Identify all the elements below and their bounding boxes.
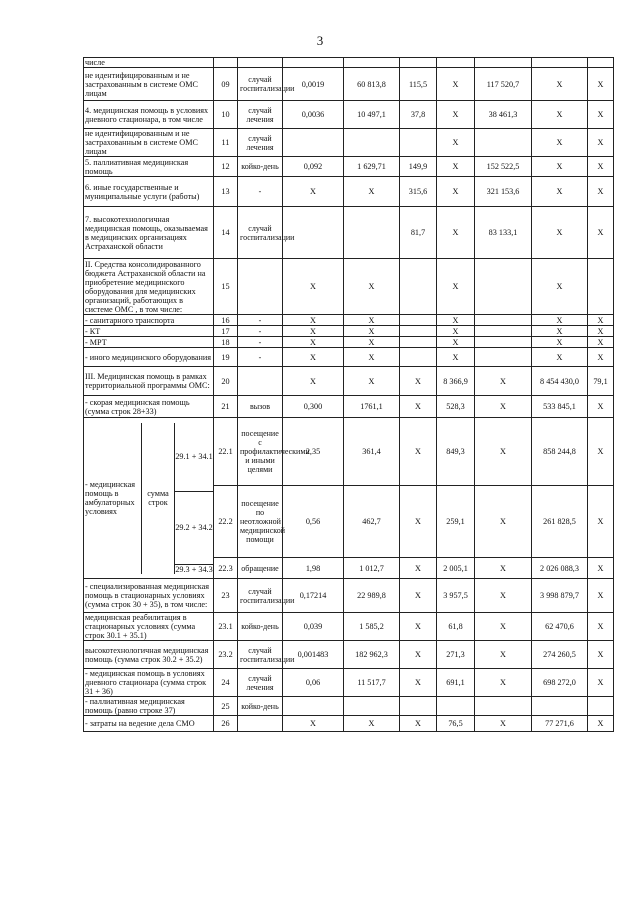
line-cell: 22.2 bbox=[214, 486, 238, 558]
value-cell bbox=[400, 348, 437, 367]
line-cell: 19 bbox=[214, 348, 238, 367]
table-row bbox=[84, 326, 614, 337]
value-cell: Х bbox=[532, 315, 588, 326]
value-cell bbox=[344, 129, 400, 157]
value-cell: Х bbox=[588, 558, 614, 579]
value-cell: Х bbox=[283, 337, 344, 348]
table-row bbox=[84, 716, 614, 732]
value-cell: Х bbox=[532, 157, 588, 177]
value-cell bbox=[283, 58, 344, 68]
value-cell: Х bbox=[475, 396, 532, 418]
value-cell: 0,001483 bbox=[283, 641, 344, 669]
value-cell: 149,9 bbox=[400, 157, 437, 177]
value-cell: 2,35 bbox=[283, 418, 344, 486]
table-row bbox=[84, 58, 614, 68]
value-cell: Х bbox=[437, 101, 475, 129]
value-cell: Х bbox=[283, 367, 344, 396]
unit-cell: случай госпитализации bbox=[238, 579, 283, 613]
value-cell: 1761,1 bbox=[344, 396, 400, 418]
value-cell: Х bbox=[283, 315, 344, 326]
value-cell: 1 629,71 bbox=[344, 157, 400, 177]
unit-cell: - bbox=[238, 337, 283, 348]
value-cell: Х bbox=[475, 716, 532, 732]
line-cell: 22.1 bbox=[214, 418, 238, 486]
value-cell: Х bbox=[437, 207, 475, 259]
value-cell: Х bbox=[283, 716, 344, 732]
unit-cell bbox=[238, 716, 283, 732]
row-name-cell: медицинская реабилитация в стационарных условиях (сумма строк 30.1 + 35.1) bbox=[84, 613, 214, 641]
unit-cell bbox=[238, 259, 283, 315]
row-name-cell: числе bbox=[84, 58, 214, 68]
line-cell: 23.1 bbox=[214, 613, 238, 641]
ambulatory-section bbox=[84, 418, 614, 579]
unit-cell: - bbox=[238, 315, 283, 326]
table-row bbox=[84, 337, 614, 348]
value-cell: Х bbox=[588, 315, 614, 326]
value-cell: Х bbox=[588, 579, 614, 613]
row-name-cell: 5. паллиативная медицинская помощь bbox=[84, 157, 214, 177]
value-cell: Х bbox=[475, 669, 532, 697]
value-cell: Х bbox=[532, 207, 588, 259]
table-row bbox=[84, 129, 614, 157]
value-cell: 79,1 bbox=[588, 367, 614, 396]
table-row bbox=[84, 641, 614, 669]
value-cell: Х bbox=[475, 579, 532, 613]
table-body-bottom bbox=[84, 579, 614, 732]
value-cell: Х bbox=[344, 177, 400, 207]
value-cell: 182 962,3 bbox=[344, 641, 400, 669]
value-cell: Х bbox=[283, 348, 344, 367]
value-cell: Х bbox=[588, 207, 614, 259]
row-name-cell: не идентифицированным и не застрахованным в системе ОМС лицам bbox=[84, 129, 214, 157]
value-cell: Х bbox=[400, 669, 437, 697]
unit-cell: койко-день bbox=[238, 613, 283, 641]
line-cell: 25 bbox=[214, 697, 238, 716]
value-cell: 3 957,5 bbox=[437, 579, 475, 613]
unit-cell: - bbox=[238, 177, 283, 207]
value-cell: Х bbox=[283, 326, 344, 337]
value-cell bbox=[532, 697, 588, 716]
table-row bbox=[84, 669, 614, 697]
value-cell bbox=[475, 348, 532, 367]
unit-cell: случай лечения bbox=[238, 129, 283, 157]
value-cell: 315,6 bbox=[400, 177, 437, 207]
value-cell: 274 260,5 bbox=[532, 641, 588, 669]
value-cell: 0,0036 bbox=[283, 101, 344, 129]
value-cell: Х bbox=[588, 326, 614, 337]
value-cell: 2 005,1 bbox=[437, 558, 475, 579]
value-cell: 691,1 bbox=[437, 669, 475, 697]
value-cell: Х bbox=[588, 348, 614, 367]
value-cell: Х bbox=[437, 315, 475, 326]
value-cell: 8 454 430,0 bbox=[532, 367, 588, 396]
value-cell: 0,56 bbox=[283, 486, 344, 558]
table-row bbox=[84, 259, 614, 315]
line-cell bbox=[214, 58, 238, 68]
row-name-cell: 7. высокотехнологичная медицинская помощь, оказываемая в медицинских организациях Астраханской области bbox=[84, 207, 214, 259]
value-cell: 38 461,3 bbox=[475, 101, 532, 129]
value-cell: 62 470,6 bbox=[532, 613, 588, 641]
unit-cell: посещение по неотложной медицинской помощи bbox=[238, 486, 283, 558]
value-cell bbox=[344, 207, 400, 259]
table-row bbox=[84, 101, 614, 129]
value-cell: 1 012,7 bbox=[344, 558, 400, 579]
row-name-cell: не идентифицированным и не застрахованным в системе ОМС лицам bbox=[84, 68, 214, 101]
unit-cell: случай госпитализации bbox=[238, 68, 283, 101]
value-cell: Х bbox=[588, 157, 614, 177]
ambulatory-name: - медицинская помощь в амбулаторных условиях bbox=[85, 480, 136, 516]
value-cell: Х bbox=[400, 613, 437, 641]
value-cell: Х bbox=[400, 579, 437, 613]
row-name-cell: - скорая медицинская помощь (сумма строк 28+33) bbox=[84, 396, 214, 418]
line-cell: 23.2 bbox=[214, 641, 238, 669]
row-name-cell: - медицинская помощь в условиях дневного стационара (сумма строк 31 + 36) bbox=[84, 669, 214, 697]
unit-cell: койко-день bbox=[238, 697, 283, 716]
value-cell: Х bbox=[532, 68, 588, 101]
value-cell bbox=[475, 129, 532, 157]
value-cell: Х bbox=[475, 641, 532, 669]
value-cell bbox=[475, 259, 532, 315]
value-cell: Х bbox=[588, 68, 614, 101]
value-cell: Х bbox=[588, 396, 614, 418]
row-name-cell: - санитарного транспорта bbox=[84, 315, 214, 326]
value-cell bbox=[344, 697, 400, 716]
value-cell bbox=[475, 58, 532, 68]
value-cell: 76,5 bbox=[437, 716, 475, 732]
value-cell: Х bbox=[532, 129, 588, 157]
row-name-cell: - паллиативная медицинская помощь (равно строке 37) bbox=[84, 697, 214, 716]
value-cell bbox=[283, 129, 344, 157]
value-cell bbox=[475, 326, 532, 337]
row-name-cell: III. Медицинская помощь в рамках территориальной программы ОМС: bbox=[84, 367, 214, 396]
value-cell: 462,7 bbox=[344, 486, 400, 558]
value-cell: 0,0019 bbox=[283, 68, 344, 101]
value-cell bbox=[400, 326, 437, 337]
value-cell: 261 828,5 bbox=[532, 486, 588, 558]
value-cell: Х bbox=[475, 367, 532, 396]
value-cell: Х bbox=[588, 669, 614, 697]
unit-cell: койко-день bbox=[238, 157, 283, 177]
unit-cell: случай госпитализации bbox=[238, 207, 283, 259]
value-cell bbox=[400, 259, 437, 315]
value-cell: 117 520,7 bbox=[475, 68, 532, 101]
value-cell: Х bbox=[344, 337, 400, 348]
value-cell: Х bbox=[475, 486, 532, 558]
value-cell bbox=[588, 697, 614, 716]
value-cell: Х bbox=[532, 101, 588, 129]
value-cell: 83 133,1 bbox=[475, 207, 532, 259]
value-cell: Х bbox=[588, 101, 614, 129]
line-cell: 15 bbox=[214, 259, 238, 315]
budget-table bbox=[83, 57, 614, 732]
value-cell: Х bbox=[344, 367, 400, 396]
value-cell bbox=[400, 315, 437, 326]
ambulatory-refs-2: 29.3 + 34.3 bbox=[175, 564, 213, 574]
row-name-cell: - затраты на ведение дела СМО bbox=[84, 716, 214, 732]
line-cell: 12 bbox=[214, 157, 238, 177]
value-cell: Х bbox=[437, 129, 475, 157]
value-cell: 0,092 bbox=[283, 157, 344, 177]
value-cell: Х bbox=[475, 558, 532, 579]
value-cell: 0,039 bbox=[283, 613, 344, 641]
value-cell: Х bbox=[344, 259, 400, 315]
value-cell: 321 153,6 bbox=[475, 177, 532, 207]
value-cell: Х bbox=[437, 68, 475, 101]
value-cell: Х bbox=[437, 326, 475, 337]
value-cell: Х bbox=[344, 348, 400, 367]
value-cell: Х bbox=[532, 326, 588, 337]
line-cell: 16 bbox=[214, 315, 238, 326]
value-cell: Х bbox=[400, 486, 437, 558]
unit-cell: вызов bbox=[238, 396, 283, 418]
value-cell: Х bbox=[588, 129, 614, 157]
value-cell: 2 026 088,3 bbox=[532, 558, 588, 579]
table-row bbox=[84, 157, 614, 177]
value-cell: Х bbox=[344, 716, 400, 732]
value-cell: Х bbox=[400, 641, 437, 669]
line-cell: 11 bbox=[214, 129, 238, 157]
value-cell: 858 244,8 bbox=[532, 418, 588, 486]
value-cell: 1,98 bbox=[283, 558, 344, 579]
value-cell: 361,4 bbox=[344, 418, 400, 486]
value-cell: 0,17214 bbox=[283, 579, 344, 613]
line-cell: 22.3 bbox=[214, 558, 238, 579]
value-cell: Х bbox=[588, 641, 614, 669]
line-cell: 24 bbox=[214, 669, 238, 697]
ambulatory-refs-0: 29.1 + 34.1 bbox=[175, 423, 213, 492]
value-cell: Х bbox=[475, 418, 532, 486]
row-name-cell: - МРТ bbox=[84, 337, 214, 348]
value-cell: 60 813,8 bbox=[344, 68, 400, 101]
value-cell bbox=[400, 337, 437, 348]
line-cell: 14 bbox=[214, 207, 238, 259]
value-cell: 152 522,5 bbox=[475, 157, 532, 177]
value-cell: 698 272,0 bbox=[532, 669, 588, 697]
row-name-cell: 4. медицинская помощь в условиях дневного стационара, в том числе bbox=[84, 101, 214, 129]
value-cell: 1 585,2 bbox=[344, 613, 400, 641]
table-row bbox=[84, 367, 614, 396]
row-name-cell: II. Средства консолидированного бюджета Астраханской области на приобретение медицинского оборудования для медицинских организаций, работающих в системе ОМС , в том числе: bbox=[84, 259, 214, 315]
value-cell: Х bbox=[400, 558, 437, 579]
value-cell: 849,3 bbox=[437, 418, 475, 486]
value-cell bbox=[283, 697, 344, 716]
value-cell: Х bbox=[437, 348, 475, 367]
unit-cell: случай лечения bbox=[238, 101, 283, 129]
line-cell: 13 bbox=[214, 177, 238, 207]
value-cell: Х bbox=[400, 367, 437, 396]
value-cell: Х bbox=[400, 396, 437, 418]
table-row bbox=[84, 177, 614, 207]
value-cell: 271,3 bbox=[437, 641, 475, 669]
value-cell: Х bbox=[437, 157, 475, 177]
table-row bbox=[84, 579, 614, 613]
value-cell: 8 366,9 bbox=[437, 367, 475, 396]
unit-cell: посещение с профилактическими и иными целями bbox=[238, 418, 283, 486]
row-name-cell: 6. иные государственные и муниципальные услуги (работы) bbox=[84, 177, 214, 207]
value-cell: Х bbox=[588, 177, 614, 207]
value-cell: Х bbox=[588, 337, 614, 348]
value-cell: 37,8 bbox=[400, 101, 437, 129]
line-cell: 23 bbox=[214, 579, 238, 613]
unit-cell: случай госпитализации bbox=[238, 641, 283, 669]
value-cell: Х bbox=[532, 177, 588, 207]
value-cell: 259,1 bbox=[437, 486, 475, 558]
ambulatory-refs-1: 29.2 + 34.2 bbox=[175, 492, 213, 565]
value-cell bbox=[532, 58, 588, 68]
value-cell: 10 497,1 bbox=[344, 101, 400, 129]
line-cell: 09 bbox=[214, 68, 238, 101]
value-cell bbox=[475, 337, 532, 348]
ambulatory-sum-label: сумма строк bbox=[141, 423, 174, 574]
value-cell: 3 998 879,7 bbox=[532, 579, 588, 613]
value-cell bbox=[588, 259, 614, 315]
row-name-cell: - специализированная медицинская помощь в стационарных условиях (сумма строк 30 + 35), в том числе: bbox=[84, 579, 214, 613]
table-row bbox=[84, 396, 614, 418]
line-cell: 17 bbox=[214, 326, 238, 337]
value-cell: Х bbox=[400, 418, 437, 486]
value-cell: Х bbox=[588, 486, 614, 558]
value-cell: Х bbox=[532, 348, 588, 367]
value-cell: 61,8 bbox=[437, 613, 475, 641]
value-cell: Х bbox=[588, 613, 614, 641]
value-cell: Х bbox=[400, 716, 437, 732]
row-name-cell: - КТ bbox=[84, 326, 214, 337]
unit-cell: - bbox=[238, 348, 283, 367]
table-row bbox=[84, 697, 614, 716]
value-cell: Х bbox=[532, 259, 588, 315]
value-cell: Х bbox=[283, 177, 344, 207]
line-cell: 26 bbox=[214, 716, 238, 732]
row-name-cell: высокотехнологичная медицинская помощь (сумма строк 30.2 + 35.2) bbox=[84, 641, 214, 669]
value-cell: Х bbox=[475, 613, 532, 641]
value-cell: 528,3 bbox=[437, 396, 475, 418]
value-cell: Х bbox=[532, 337, 588, 348]
row-name-cell: - иного медицинского оборудования bbox=[84, 348, 214, 367]
value-cell: 81,7 bbox=[400, 207, 437, 259]
unit-cell: случай лечения bbox=[238, 669, 283, 697]
value-cell bbox=[400, 697, 437, 716]
value-cell: 0,300 bbox=[283, 396, 344, 418]
table-row bbox=[84, 68, 614, 101]
value-cell: Х bbox=[344, 315, 400, 326]
value-cell: 77 271,6 bbox=[532, 716, 588, 732]
value-cell: 533 845,1 bbox=[532, 396, 588, 418]
value-cell: Х bbox=[588, 418, 614, 486]
table-row bbox=[84, 613, 614, 641]
unit-cell: обращение bbox=[238, 558, 283, 579]
value-cell bbox=[475, 315, 532, 326]
table-body-top bbox=[84, 58, 614, 418]
unit-cell bbox=[238, 58, 283, 68]
value-cell: 22 989,8 bbox=[344, 579, 400, 613]
value-cell bbox=[400, 58, 437, 68]
value-cell: Х bbox=[437, 337, 475, 348]
line-cell: 20 bbox=[214, 367, 238, 396]
value-cell: Х bbox=[437, 177, 475, 207]
value-cell: Х bbox=[588, 716, 614, 732]
table-row bbox=[84, 207, 614, 259]
page-number: 3 bbox=[316, 33, 324, 48]
line-cell: 21 bbox=[214, 396, 238, 418]
table-row bbox=[84, 315, 614, 326]
value-cell bbox=[400, 129, 437, 157]
unit-cell: - bbox=[238, 326, 283, 337]
table-row bbox=[84, 348, 614, 367]
value-cell: 11 517,7 bbox=[344, 669, 400, 697]
value-cell bbox=[475, 697, 532, 716]
line-cell: 10 bbox=[214, 101, 238, 129]
value-cell: 0,06 bbox=[283, 669, 344, 697]
value-cell bbox=[437, 697, 475, 716]
unit-cell bbox=[238, 367, 283, 396]
value-cell: 115,5 bbox=[400, 68, 437, 101]
value-cell bbox=[344, 58, 400, 68]
value-cell bbox=[437, 58, 475, 68]
value-cell: Х bbox=[344, 326, 400, 337]
line-cell: 18 bbox=[214, 337, 238, 348]
table-row bbox=[84, 418, 614, 486]
value-cell: Х bbox=[437, 259, 475, 315]
value-cell: Х bbox=[283, 259, 344, 315]
value-cell bbox=[588, 58, 614, 68]
